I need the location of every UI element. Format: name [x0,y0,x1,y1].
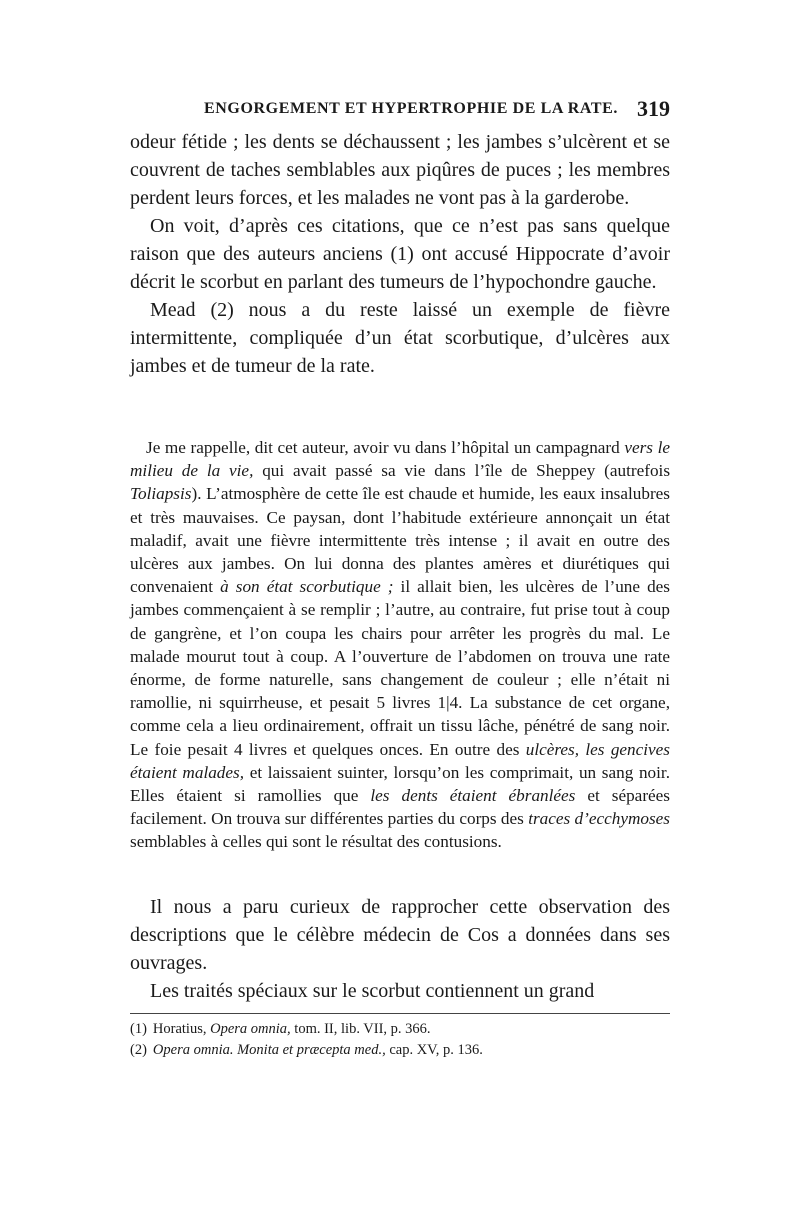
body-text-continued [130,893,670,1005]
footnote-author: Horatius, [152,1021,207,1037]
paragraph-4: Il nous a paru curieux de rapprocher cette observation des descriptions que le célèbre médecin de Cos a données dans ses ouvrages. [130,896,670,974]
footnote-ref: cap. XV, p. 136. [389,1042,483,1058]
paragraph-1: odeur fétide ; les dents se déchaussent ; les jambes s’ulcèrent et se couvrent de taches semblables aux piqûres de puces ; les membres perdent leurs forces, et les malades ne vont pas à la garderobe. [130,131,670,209]
quote-text: qui avait passé sa vie dans l’île de Sheppey (autrefois [253,461,671,481]
quote-text: et séparées facilement. On trouva sur différentes parties du corps des [130,786,670,829]
quote-italic: vers le milieu de la vie, [130,438,670,481]
footnotes [130,1019,670,1061]
quote-italic: Toliapsis [130,484,192,504]
footnote-rule [130,1013,670,1014]
quote-paragraph [130,436,670,854]
quote-italic: les dents étaient ébranlées [370,786,576,806]
quote-text: et laissaient suinter, lorsqu’on les comprimait, un sang noir. Elles étaient si ramollies que [130,762,670,806]
quote-italic: traces d’ecchymoses [528,809,670,829]
quoted-case-report [130,436,670,854]
paragraph-5: Les traités spéciaux sur le scorbut contiennent un grand [150,980,595,1002]
quote-italic: à son état scorbutique ; [220,577,394,597]
quote-text: semblables à celles qui sont le résultat des contusions. [130,832,502,852]
quote-text: ). L’atmosphère de cette île est chaude et humide, les eaux insalubres et très mauvaises. Ce paysan, dont l’habitude extérieure annonçait un état maladif, avait une fièvre intermittente très intense ; il avait en outre des ulcères aux jambes. On lui donna des plantes amères et diurétiques qui convenaient [130,484,670,597]
paragraph-2: On voit, d’après ces citations, que ce n’est pas sans quelque raison que des auteurs anciens (1) ont accusé Hippocrate d’avoir décrit le scorbut en parlant des tumeurs de l’hypochondre gauche. [130,215,670,293]
footnote-1 [130,1019,670,1040]
page-number: 319 [637,96,670,121]
running-title: ENGORGEMENT ET HYPERTROPHIE DE LA RATE. [204,100,619,117]
quote-text: Je me rappelle, dit cet auteur, avoir vu dans l’hôpital un campagnard [146,438,625,457]
footnote-ref: tom. II, lib. VII, p. 366. [294,1021,431,1037]
body-text [130,128,670,380]
footnote-work: Opera omnia, [210,1021,291,1037]
quote-text: il allait bien, les ulcères de l’une des jambes commençaient à se remplir ; l’autre, au contraire, fut prise tout à coup de gangrène, et l’on coupa les chairs pour arrêter les progrès du mal. Le malade mourut tout à coup. A l’ouverture de l’abdomen on trouva une rate énorme, de forme naturelle, sans changement de couleur ; elle n’était ni ramollie, ni squirrheuse, et pesait 5 livres 1|4. La substance de cet organe, comme cela a lieu ordinairement, offrait un tissu lâche, pénétré de sang noir. Le foie pesait 4 livres et quelques onces. En outre des [130,577,670,759]
footnote-mark: (1) [130,1021,147,1037]
footnote-mark: (2) [130,1042,147,1058]
page-header [204,96,670,124]
paragraph-3: Mead (2) nous a du reste laissé un exemple de fièvre intermittente, compliquée d’un état scorbutique, d’ulcères aux jambes et de tumeur de la rate. [130,299,670,377]
footnote-work: Opera omnia. Monita et præcepta med., [152,1042,386,1058]
footnote-2 [130,1040,670,1061]
quote-italic: ulcères, les gencives étaient malades, [130,739,670,782]
